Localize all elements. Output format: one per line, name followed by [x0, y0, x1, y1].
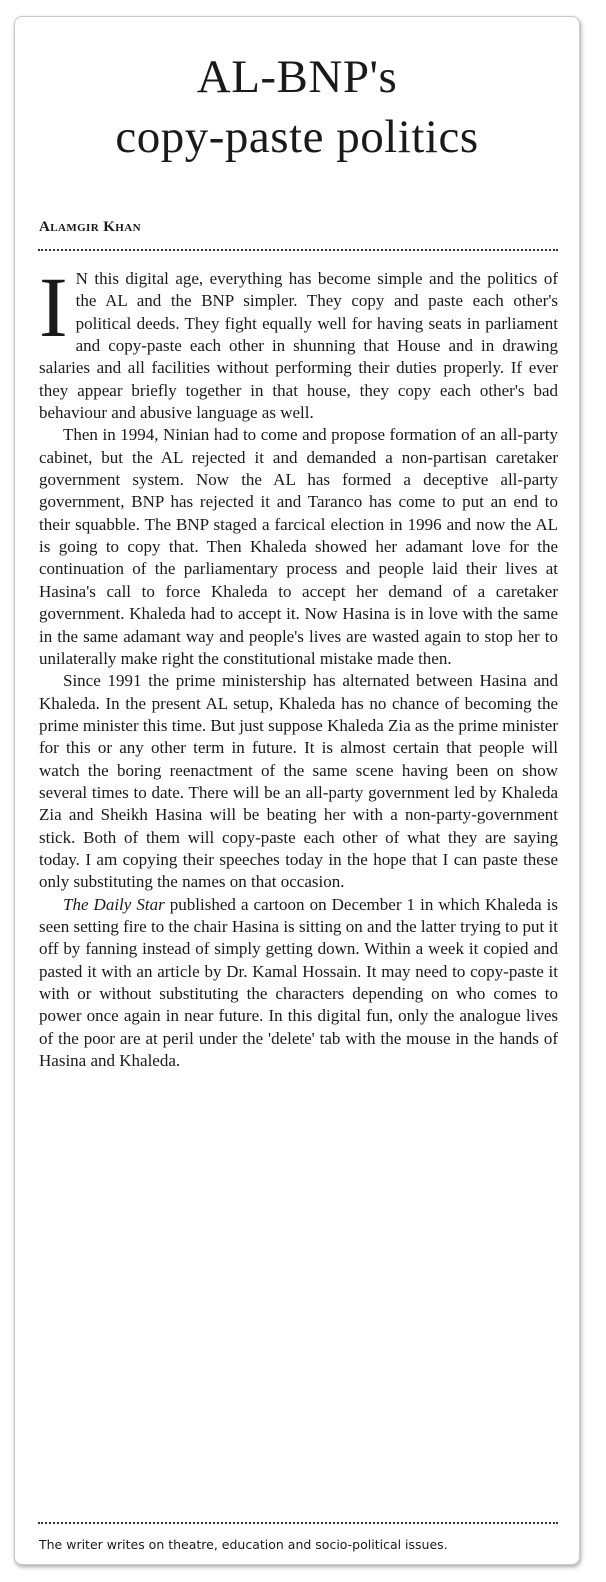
article-body: [39, 259, 559, 1072]
paragraph-4: [39, 894, 558, 1073]
headline-line-1: AL-BNP's: [196, 51, 398, 103]
author-note: The writer writes on theatre, education and socio-political issues.: [39, 1537, 448, 1552]
paragraph-4-text: published a cartoon on December 1 in which Khaleda is seen setting fire to the chair Hasina is sitting on and the latter trying to put it off by fanning instead of simply getting down. Within a week it copied and pasted it with an article by Dr. Kamal Hossain. It may need to copy-paste it with or without substituting the characters depending on who comes to power once again in near future. In this digital fun, only the analogue lives of the poor are at peril under the 'delete' tab with the mouse in the hands of Hasina and Khaleda.: [39, 894, 559, 1071]
news-clipping: [14, 16, 580, 1565]
headline: [15, 47, 579, 167]
paragraph-3: Since 1991 the prime ministership has alternated between Hasina and Khaleda. In the present AL setup, Khaleda has no chance of becoming the prime minister this time. But just suppose Khaleda Zia as the prime minister for this or any other term in future. It is almost certain that people will watch the boring reenactment of the same scene having been on show several times to date. There will be an all-party government led by Khaleda Zia and Sheikh Hasina will be beating her with a non-party-government stick. Both of them will copy-paste each other of what they are saying today. I am copying their speeches today in the hope that I can paste these only substituting the names on that occasion.: [39, 671, 558, 892]
dotted-divider-top: [38, 249, 558, 251]
publication-name: The Daily Star: [63, 894, 165, 914]
headline-line-2: copy-paste politics: [115, 111, 479, 163]
paragraph-2: Then in 1994, Ninian had to come and propose formation of an all-party cabinet, but the AL rejected it and demanded a non-partisan caretaker government system. Now the AL has formed a deceptive all-party government, BNP has rejected it and Taranco has come to put an end to their squabble. The BNP staged a farcical election in 1996 and now the AL is going to copy that. Then Khaleda showed her adamant love for the continuation of the parliamentary process and people laid their lives at Hasina's call to force Khaleda to accept her demand of a caretaker government. Khaleda had to accept it. Now Hasina is in love with the same in the same adamant way and people's lives are wasted again to stop her to unilaterally make right the constitutional mistake made then.: [39, 425, 558, 668]
dotted-divider-bottom: [38, 1522, 558, 1524]
paragraph-1-text: N this digital age, everything has become simple and the politics of the AL and the BNP simpler. They copy and paste each other's political deeds. They fight equally well for having seats in parliament and copy-paste each other in shunning that House and in drawing salaries and all facilities without performing their duties properly. If ever they appear briefly together in that house, they copy each other's bad behaviour and abusive language as well.: [39, 269, 558, 423]
byline: Alamgir Khan: [39, 219, 141, 235]
paragraph-1: [39, 259, 558, 424]
drop-cap: I: [39, 259, 68, 355]
